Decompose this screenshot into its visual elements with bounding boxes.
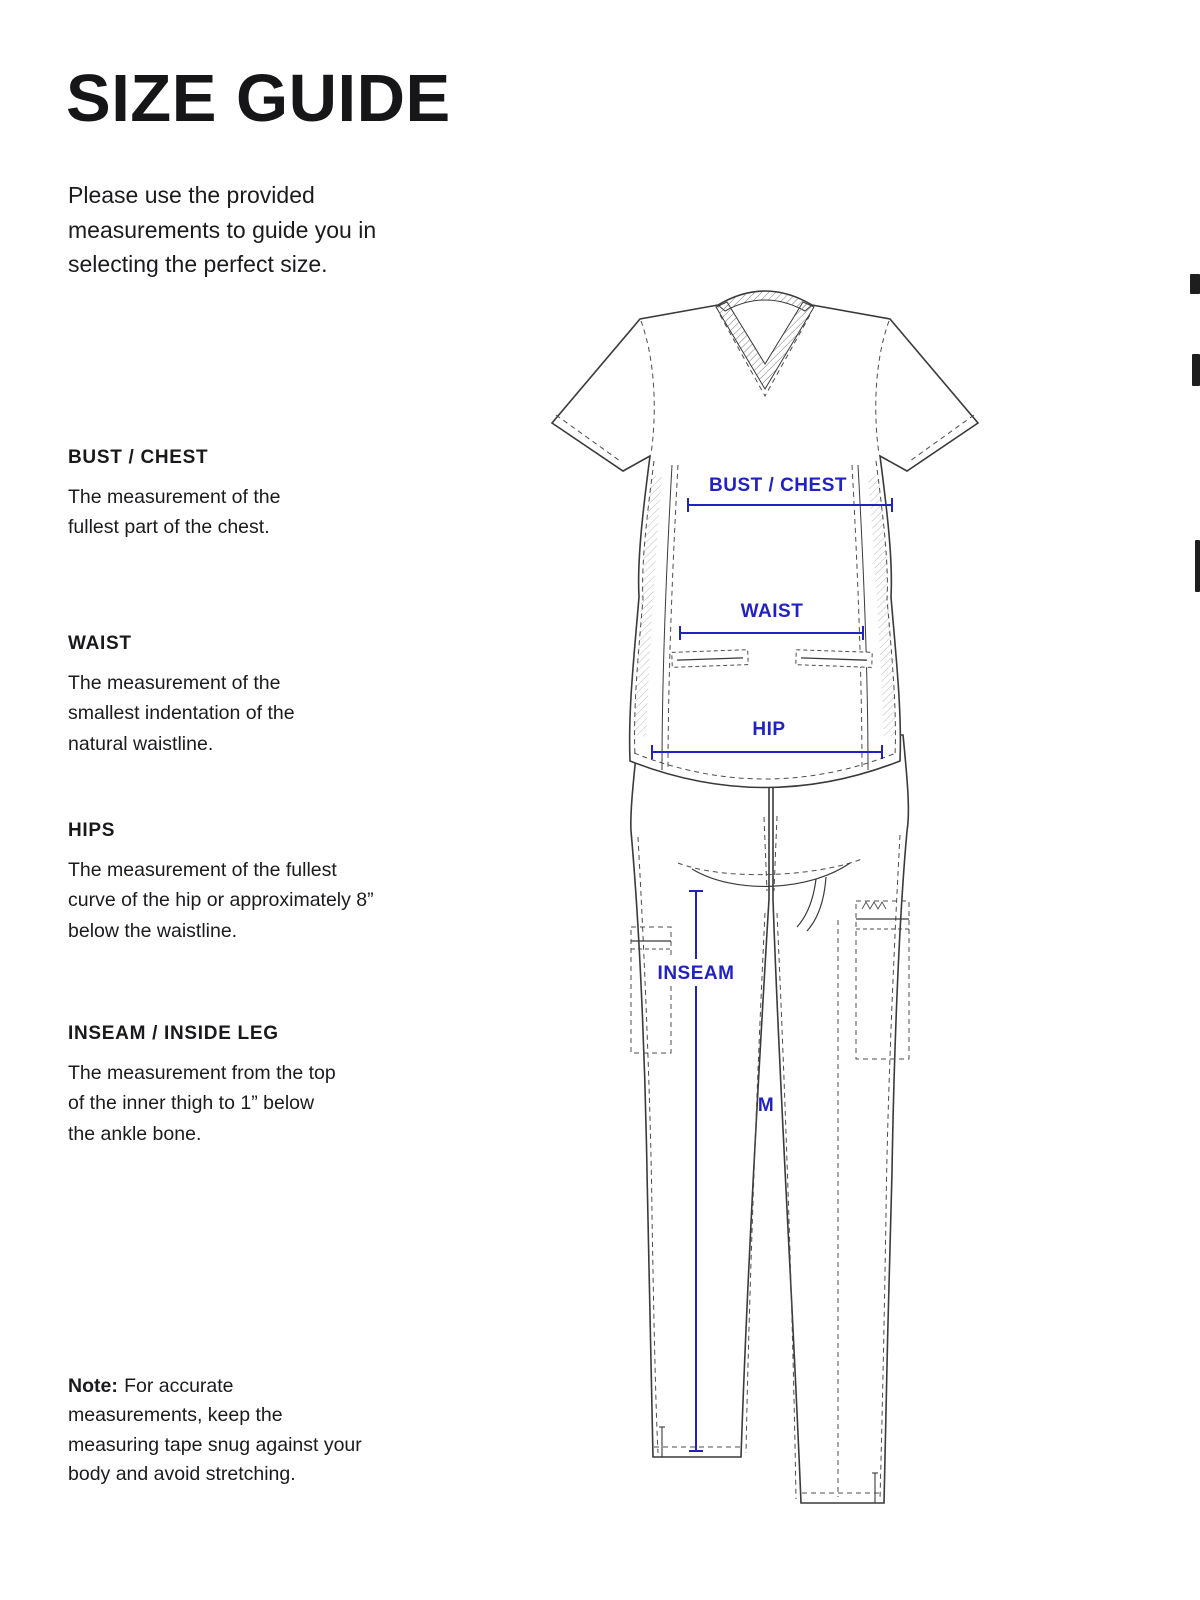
size-marker-label: M: [757, 1095, 775, 1116]
section-waist-heading: WAIST: [68, 633, 132, 654]
top-outline: [552, 291, 978, 788]
section-inseam-body: The measurement from the top of the inner thigh to 1” below the ankle bone.: [68, 1062, 336, 1145]
section-hips-heading: HIPS: [68, 820, 116, 841]
note-body: For accurate measurements, keep the measuring tape snug against your body and avoid stretching.: [68, 1375, 362, 1485]
note-label: Note:: [68, 1375, 118, 1397]
welt-pocket-left: [672, 650, 748, 668]
note-text: [68, 1372, 370, 1489]
edge-artifact-3: [1195, 540, 1200, 592]
hip-label: HIP: [752, 719, 786, 740]
section-bust-heading: BUST / CHEST: [68, 447, 209, 468]
edge-artifact-1: [1190, 274, 1200, 294]
section-inseam-heading: INSEAM / INSIDE LEG: [68, 1023, 279, 1044]
section-bust-chest: [68, 447, 296, 543]
edge-artifact-2: [1192, 354, 1200, 386]
bust-label: BUST / CHEST: [709, 475, 847, 496]
inseam-label: INSEAM: [657, 963, 735, 984]
welt-pocket-right: [796, 650, 872, 668]
waist-label: WAIST: [740, 601, 804, 622]
section-inseam: [68, 1023, 340, 1149]
section-hips: [68, 820, 382, 946]
section-hips-body: The measurement of the fullest curve of the hip or approximately 8” below the waistline.: [68, 859, 374, 942]
page-title: SIZE GUIDE: [66, 61, 451, 136]
intro-text: Please use the provided measurements to guide you in selecting the perfect size.: [68, 182, 377, 277]
section-bust-body: The measurement of the fullest part of the chest.: [68, 486, 281, 539]
pants-outline: [631, 735, 909, 1503]
section-waist: [68, 633, 326, 759]
scrubs-technical-drawing: [520, 265, 1020, 1545]
section-waist-body: The measurement of the smallest indentation of the natural waistline.: [68, 672, 295, 755]
